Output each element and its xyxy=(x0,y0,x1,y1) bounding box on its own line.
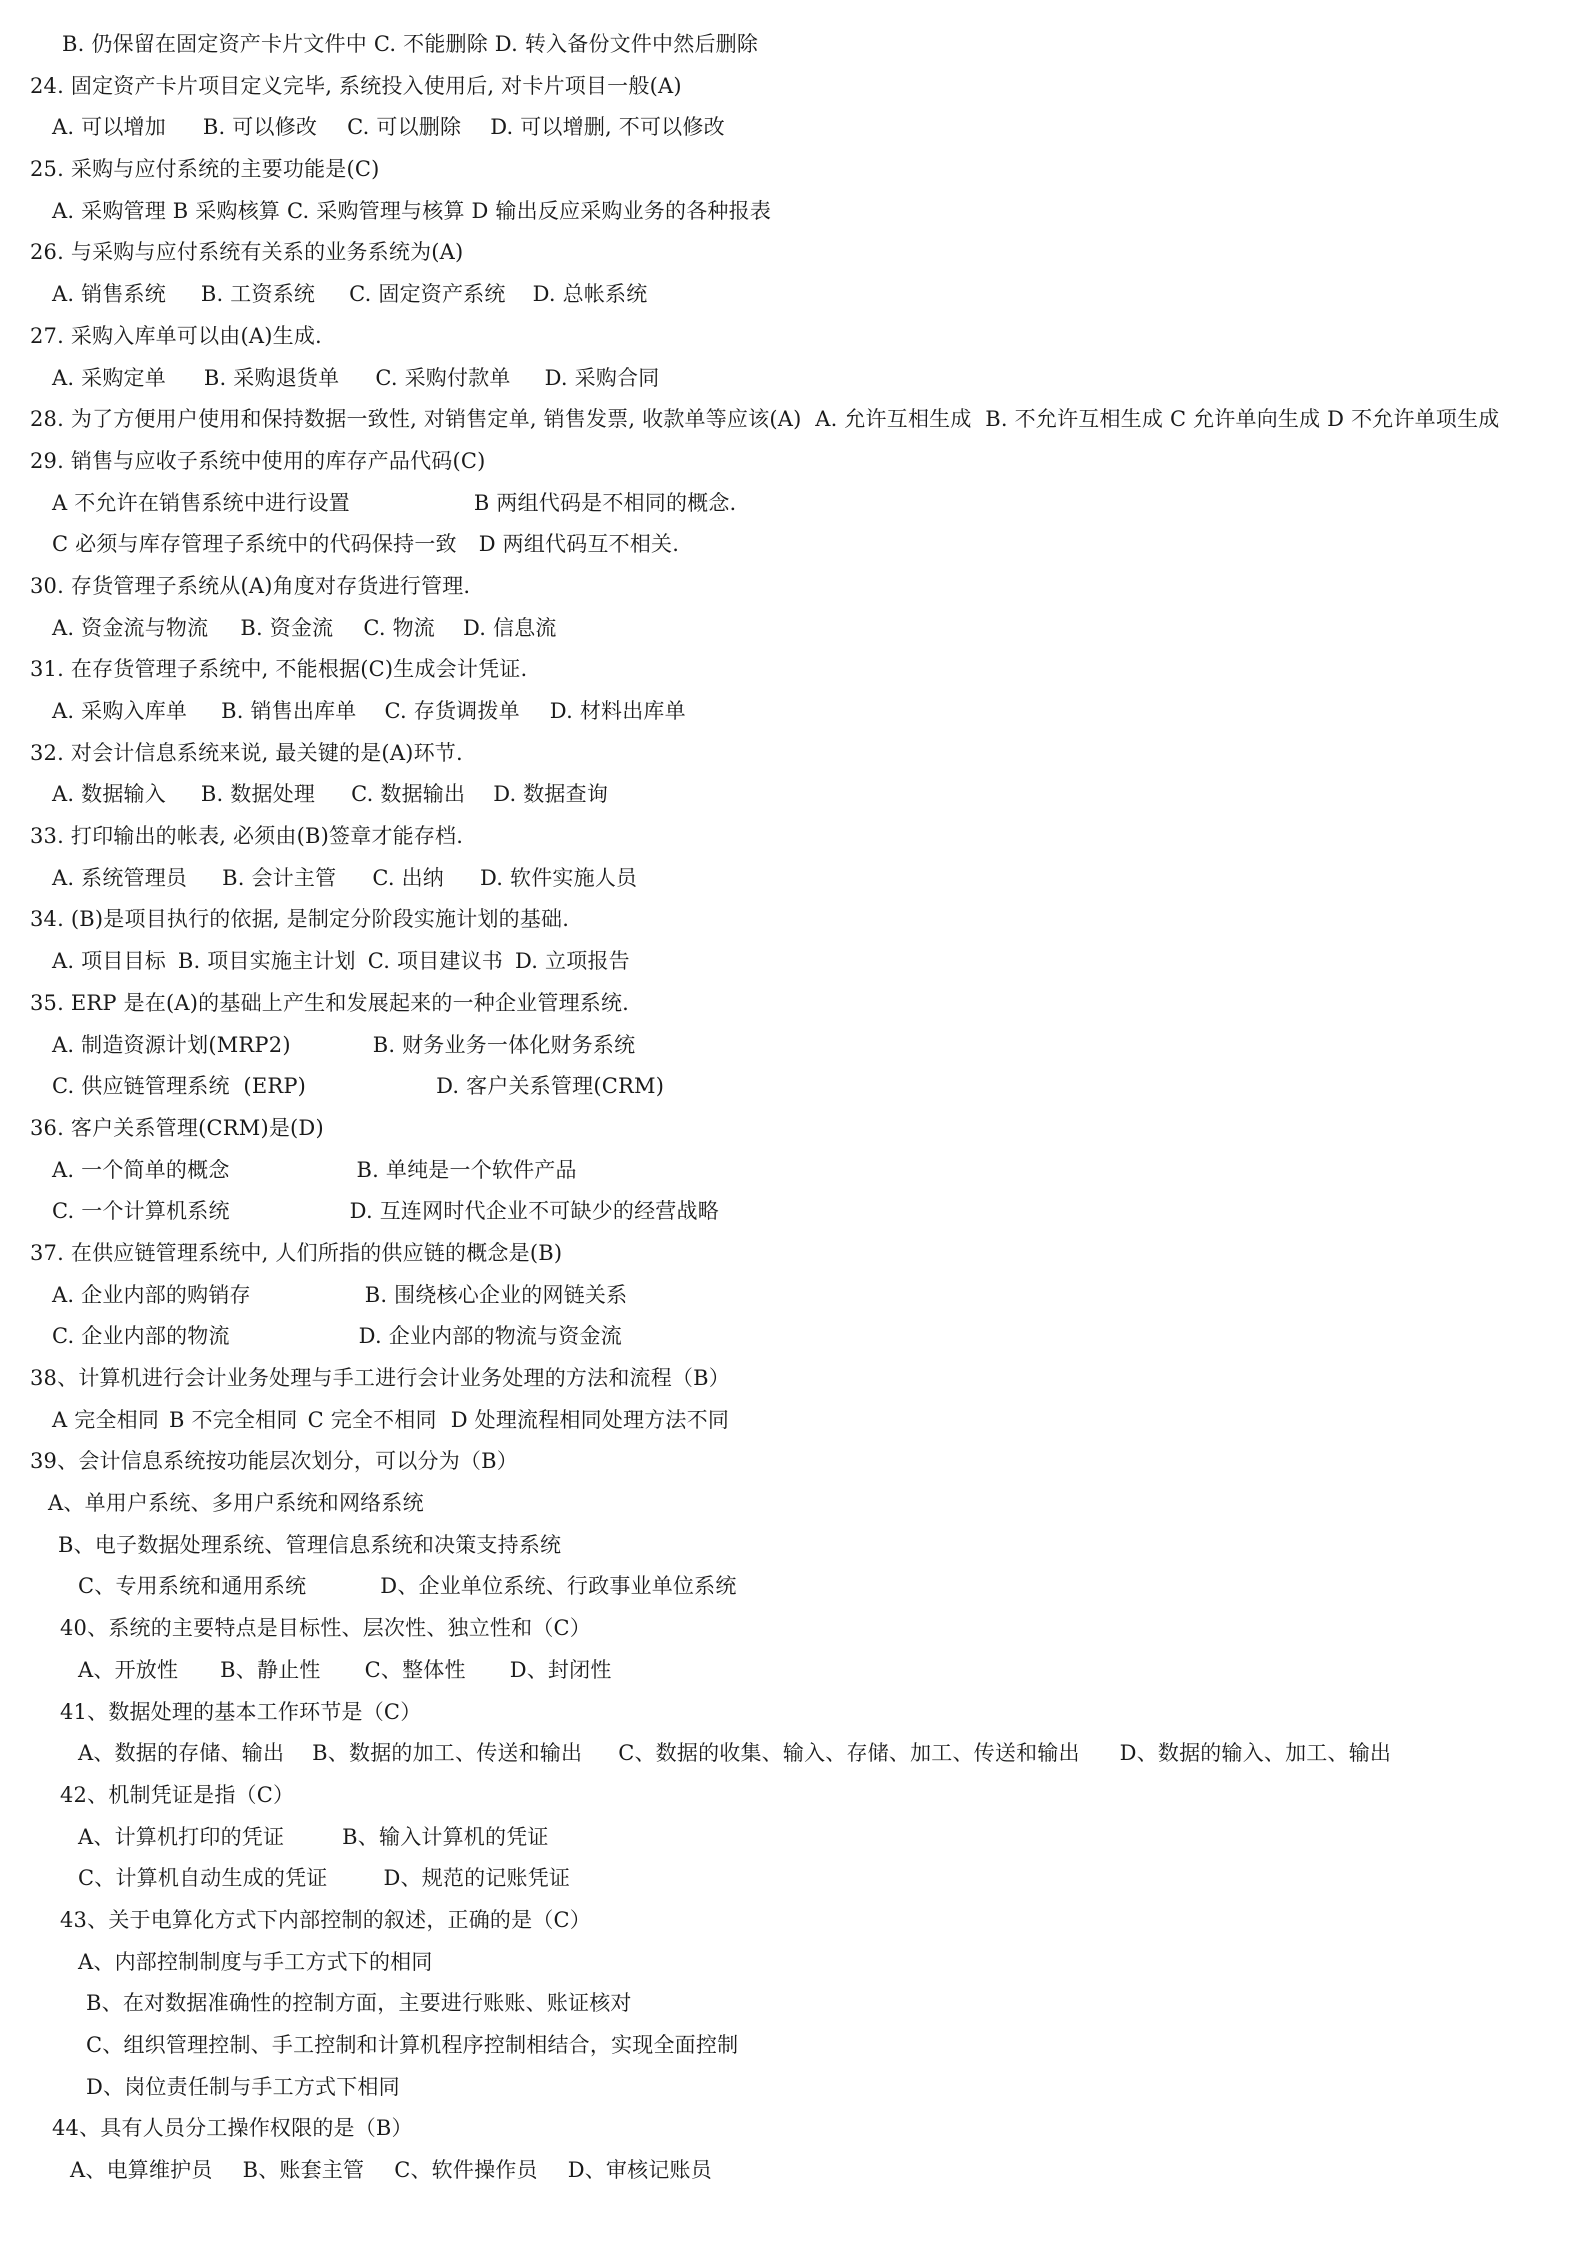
option-text: A. 数据输入 xyxy=(52,782,166,807)
question-text: 26. 与采购与应付系统有关系的业务系统为(A) xyxy=(30,240,464,265)
option-line xyxy=(0,483,1594,525)
option-text: C 完全不相同 xyxy=(307,1407,437,1432)
option-text: C、软件操作员 xyxy=(394,2158,538,2183)
question-line xyxy=(0,733,1594,775)
question-text: 37. 在供应链管理系统中, 人们所指的供应链的概念是(B) xyxy=(30,1240,563,1265)
question-line xyxy=(0,1108,1594,1150)
question-line xyxy=(0,566,1594,608)
option-text: B、电子数据处理系统、管理信息系统和决策支持系统 xyxy=(58,1532,562,1557)
question-text: 33. 打印输出的帐表, 必须由(B)签章才能存档. xyxy=(30,824,464,849)
option-line xyxy=(0,24,1594,66)
question-line xyxy=(0,1608,1594,1650)
option-line xyxy=(0,1066,1594,1108)
option-text: C 必须与库存管理子系统中的代码保持一致 xyxy=(52,532,457,557)
option-text: B. 仍保留在固定资产卡片文件中 C. 不能删除 D. 转入备份文件中然后删除 xyxy=(62,32,759,56)
option-text: B. 单纯是一个软件产品 xyxy=(356,1157,577,1182)
question-line xyxy=(0,441,1594,483)
question-line xyxy=(0,399,1594,441)
option-text: D. 数据查询 xyxy=(493,782,609,807)
option-text: D. 采购合同 xyxy=(544,365,660,390)
question-line xyxy=(0,816,1594,858)
option-line xyxy=(0,1525,1594,1567)
option-line xyxy=(0,1566,1594,1608)
option-text: D、审核记账员 xyxy=(567,2158,712,2183)
option-text: D、数据的输入、加工、输出 xyxy=(1119,1741,1392,1766)
question-line xyxy=(0,232,1594,274)
option-text: A、开放性 xyxy=(78,1657,179,1682)
option-text: B. 资金流 xyxy=(240,615,334,640)
option-text: A. 系统管理员 xyxy=(52,865,188,890)
option-line xyxy=(0,1191,1594,1233)
option-text: A、单用户系统、多用户系统和网络系统 xyxy=(48,1491,424,1516)
option-text: A、电算维护员 xyxy=(70,2158,213,2183)
question-line xyxy=(0,66,1594,108)
question-text: 42、机制凭证是指（C） xyxy=(60,1782,295,1807)
option-text: A. 采购入库单 xyxy=(52,699,188,723)
question-text: 27. 采购入库单可以由(A)生成. xyxy=(30,323,322,348)
question-text: 28. 为了方便用户使用和保持数据一致性, 对销售定单, 销售发票, 收款单等应该(A) A. 允许互相生成 B. 不允许互相生成 C 允许单向生成 D 不允许单项生成 xyxy=(30,407,1500,432)
question-text: 25. 采购与应付系统的主要功能是(C) xyxy=(30,157,380,182)
question-text: 29. 销售与应收子系统中使用的库存产品代码(C) xyxy=(30,448,486,473)
option-text: A、内部控制制度与手工方式下的相同 xyxy=(78,1949,433,1974)
option-text: C. 供应链管理系统 (ERP) xyxy=(52,1074,307,1099)
option-text: A、计算机打印的凭证 xyxy=(78,1824,285,1849)
option-line xyxy=(0,691,1594,733)
question-text: 41、数据处理的基本工作环节是（C） xyxy=(60,1699,422,1724)
option-line xyxy=(0,774,1594,816)
option-text: B. 会计主管 xyxy=(222,865,337,890)
option-text: A. 一个简单的概念 xyxy=(52,1157,230,1182)
option-line xyxy=(0,1858,1594,1900)
question-text: 24. 固定资产卡片项目定义完毕, 系统投入使用后, 对卡片项目一般(A) xyxy=(30,73,682,98)
option-line xyxy=(0,858,1594,900)
option-line xyxy=(0,2150,1594,2192)
option-line xyxy=(0,1275,1594,1317)
question-line xyxy=(0,316,1594,358)
option-line xyxy=(0,1316,1594,1358)
option-line xyxy=(0,191,1594,233)
option-text: C. 一个计算机系统 xyxy=(52,1199,230,1224)
option-text: C. 存货调拨单 xyxy=(384,699,520,723)
option-text: D. 软件实施人员 xyxy=(479,865,638,890)
option-line xyxy=(0,524,1594,566)
option-line xyxy=(0,2025,1594,2067)
question-text: 30. 存货管理子系统从(A)角度对存货进行管理. xyxy=(30,573,471,598)
option-text: D 处理流程相同处理方法不同 xyxy=(450,1407,730,1432)
option-line xyxy=(0,1983,1594,2025)
option-line xyxy=(0,1025,1594,1067)
option-text: D. 材料出库单 xyxy=(549,699,686,723)
question-text: 38、计算机进行会计业务处理与手工进行会计业务处理的方法和流程（B） xyxy=(30,1366,730,1390)
option-line xyxy=(0,107,1594,149)
question-text: 43、关于电算化方式下内部控制的叙述，正确的是（C） xyxy=(60,1907,591,1932)
option-line xyxy=(0,1733,1594,1775)
option-text: D、岗位责任制与手工方式下相同 xyxy=(86,2074,400,2099)
option-text: A. 企业内部的购销存 xyxy=(52,1282,251,1307)
option-text: C、整体性 xyxy=(364,1657,466,1682)
option-line xyxy=(0,1817,1594,1859)
question-line xyxy=(0,983,1594,1025)
option-text: D. 互连网时代企业不可缺少的经营战略 xyxy=(349,1199,719,1224)
option-text: B、输入计算机的凭证 xyxy=(342,1824,549,1849)
option-text: B 不完全相同 xyxy=(169,1407,298,1432)
option-text: A. 可以增加 xyxy=(52,115,166,140)
option-text: D. 企业内部的物流与资金流 xyxy=(358,1324,622,1349)
question-line xyxy=(0,899,1594,941)
option-text: A. 采购定单 xyxy=(52,365,166,390)
option-text: C、数据的收集、输入、存储、加工、传送和输出 xyxy=(618,1741,1080,1766)
option-text: A、数据的存储、输出 xyxy=(78,1741,285,1766)
question-text: 35. ERP 是在(A)的基础上产生和发展起来的一种企业管理系统. xyxy=(30,990,630,1015)
option-text: C、计算机自动生成的凭证 xyxy=(78,1866,328,1891)
option-text: C. 出纳 xyxy=(372,865,444,890)
option-text: B. 可以修改 xyxy=(202,115,318,140)
option-line xyxy=(0,1483,1594,1525)
option-text: B. 数据处理 xyxy=(200,782,316,807)
question-line xyxy=(0,649,1594,691)
option-text: B 两组代码是不相同的概念. xyxy=(473,490,737,515)
option-line xyxy=(0,1650,1594,1692)
option-text: C. 物流 xyxy=(363,615,435,640)
question-text: 40、系统的主要特点是目标性、层次性、独立性和（C） xyxy=(60,1616,591,1641)
option-text: D. 可以增删, 不可以修改 xyxy=(490,115,725,140)
option-text: B、数据的加工、传送和输出 xyxy=(312,1741,583,1766)
option-text: A. 采购管理 B 采购核算 C. 采购管理与核算 D 输出反应采购业务的各种报表 xyxy=(52,198,772,223)
option-text: B、在对数据准确性的控制方面，主要进行账账、账证核对 xyxy=(86,1991,632,2016)
option-text: C. 项目建议书 xyxy=(367,949,503,974)
question-line xyxy=(0,1900,1594,1942)
question-line xyxy=(0,1233,1594,1275)
option-text: B. 销售出库单 xyxy=(221,699,357,723)
option-text: C. 企业内部的物流 xyxy=(52,1324,230,1349)
option-line xyxy=(0,608,1594,650)
option-line xyxy=(0,2067,1594,2109)
option-text: D. 立项报告 xyxy=(515,949,630,974)
option-text: D、封闭性 xyxy=(509,1657,612,1682)
option-text: C. 固定资产系统 xyxy=(349,282,506,307)
option-text: D、规范的记账凭证 xyxy=(383,1866,571,1891)
option-line xyxy=(0,274,1594,316)
option-text: A. 项目目标 xyxy=(52,949,166,974)
option-text: A 完全相同 xyxy=(52,1407,160,1432)
option-text: C、组织管理控制、手工控制和计算机程序控制相结合，实现全面控制 xyxy=(86,2033,739,2057)
option-text: B、静止性 xyxy=(220,1657,321,1682)
question-line xyxy=(0,2108,1594,2150)
option-text: D. 客户关系管理(CRM) xyxy=(436,1074,665,1099)
option-text: C. 采购付款单 xyxy=(375,365,511,390)
question-text: 39、会计信息系统按功能层次划分，可以分为（B） xyxy=(30,1449,518,1474)
question-text: 32. 对会计信息系统来说, 最关键的是(A)环节. xyxy=(30,740,463,765)
option-line xyxy=(0,358,1594,400)
option-text: A. 资金流与物流 xyxy=(52,615,209,640)
option-text: D. 总帐系统 xyxy=(532,282,648,307)
option-text: B. 项目实施主计划 xyxy=(177,949,356,974)
question-line xyxy=(0,1441,1594,1483)
option-text: B. 围绕核心企业的网链关系 xyxy=(364,1282,628,1307)
option-text: A. 销售系统 xyxy=(52,282,166,307)
question-line xyxy=(0,1358,1594,1400)
option-line xyxy=(0,1400,1594,1442)
option-line xyxy=(0,1150,1594,1192)
question-line xyxy=(0,1775,1594,1817)
option-text: D 两组代码互不相关. xyxy=(478,532,680,557)
option-text: A. 制造资源计划(MRP2) xyxy=(52,1032,291,1057)
option-text: D. 信息流 xyxy=(462,615,557,640)
option-text: C. 可以删除 xyxy=(347,115,462,140)
option-text: B. 采购退货单 xyxy=(203,365,340,390)
question-text: 36. 客户关系管理(CRM)是(D) xyxy=(30,1115,324,1140)
option-text: B. 工资系统 xyxy=(200,282,316,307)
question-line xyxy=(0,1692,1594,1734)
question-text: 31. 在存货管理子系统中, 不能根据(C)生成会计凭证. xyxy=(30,657,528,682)
question-text: 44、具有人员分工操作权限的是（B） xyxy=(52,2116,413,2141)
option-text: B、账套主管 xyxy=(242,2158,365,2183)
option-line xyxy=(0,1942,1594,1984)
document-page xyxy=(0,24,1594,2192)
question-text: 34. (B)是项目执行的依据, 是制定分阶段实施计划的基础. xyxy=(30,907,570,932)
option-text: C、专用系统和通用系统 xyxy=(78,1574,307,1599)
option-text: A 不允许在销售系统中进行设置 xyxy=(52,490,350,515)
option-line xyxy=(0,941,1594,983)
option-text: D、企业单位系统、行政事业单位系统 xyxy=(380,1574,737,1599)
option-text: B. 财务业务一体化财务系统 xyxy=(372,1032,636,1057)
question-line xyxy=(0,149,1594,191)
option-text: C. 数据输出 xyxy=(351,782,466,807)
